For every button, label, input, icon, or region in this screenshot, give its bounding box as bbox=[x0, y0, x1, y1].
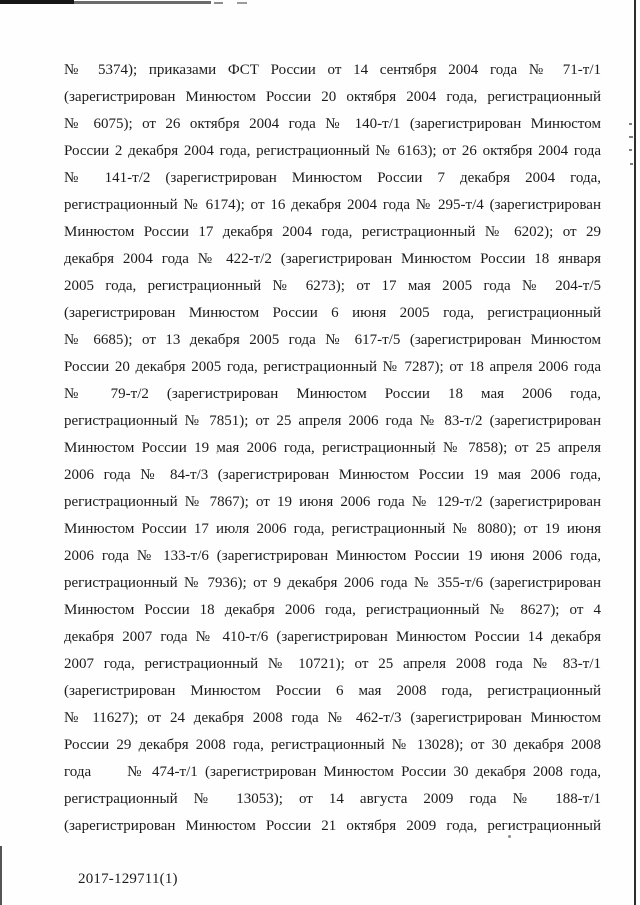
text-line: № 11627); от 24 декабря 2008 года № 462-т/3 (зарегистрирован Минюстом bbox=[64, 710, 601, 726]
text-line: регистрационный № 7851); от 25 апреля 2006 года № 83-т/2 (зарегистрирован bbox=[64, 413, 601, 429]
scan-speck bbox=[629, 123, 632, 125]
scan-artifact-top-dark bbox=[0, 0, 74, 4]
text-line: года № 474-т/1 (зарегистрирован Минюстом России 30 декабря 2008 года, bbox=[64, 764, 601, 780]
text-line: Минюстом России 18 декабря 2006 года, регистрационный № 8627); от 4 bbox=[64, 602, 601, 618]
scan-artifact-top-gray bbox=[74, 1, 211, 4]
text-line: № 79-т/2 (зарегистрирован Минюстом России 18 мая 2006 года, bbox=[64, 386, 601, 402]
text-line: (зарегистрирован Минюстом России 20 октября 2004 года, регистрационный bbox=[64, 89, 601, 105]
text-line: регистрационный № 13053); от 14 августа 2009 года № 188-т/1 bbox=[64, 791, 601, 807]
text-line: № 5374); приказами ФСТ России от 14 сентября 2004 года № 71-т/1 bbox=[64, 62, 601, 78]
text-line: России 29 декабря 2008 года, регистрационный № 13028); от 30 декабря 2008 bbox=[64, 737, 601, 753]
document-paragraph bbox=[64, 57, 601, 840]
text-line: 2007 года, регистрационный № 10721); от 25 апреля 2008 года № 83-т/1 bbox=[64, 656, 601, 672]
scan-artifact-top-dash bbox=[214, 2, 223, 4]
text-line: Минюстом России 17 декабря 2004 года, регистрационный № 6202); от 29 bbox=[64, 224, 601, 240]
text-line: 2005 года, регистрационный № 6273); от 17 мая 2005 года № 204-т/5 bbox=[64, 278, 601, 294]
page-edge-line-right bbox=[634, 0, 636, 905]
text-line: Минюстом России 17 июля 2006 года, регистрационный № 8080); от 19 июня bbox=[64, 521, 601, 537]
text-line: регистрационный № 7867); от 19 июня 2006 года № 129-т/2 (зарегистрирован bbox=[64, 494, 601, 510]
scan-speck bbox=[629, 136, 633, 138]
text-line: декабря 2007 года № 410-т/6 (зарегистрирован Минюстом России 14 декабря bbox=[64, 629, 601, 645]
text-line: 2006 года № 133-т/6 (зарегистрирован Минюстом России 19 июня 2006 года, bbox=[64, 548, 601, 564]
text-line: регистрационный № 6174); от 16 декабря 2004 года № 295-т/4 (зарегистрирован bbox=[64, 197, 601, 213]
text-line: Минюстом России 19 мая 2006 года, регистрационный № 7858); от 25 апреля bbox=[64, 440, 601, 456]
text-line: регистрационный № 7936); от 9 декабря 2006 года № 355-т/6 (зарегистрирован bbox=[64, 575, 601, 591]
text-line: 2006 года № 84-т/3 (зарегистрирован Минюстом России 19 мая 2006 года, bbox=[64, 467, 601, 483]
text-line: (зарегистрирован Минюстом России 21 октября 2009 года, регистрационный bbox=[64, 818, 601, 834]
scan-artifact-top-dash bbox=[237, 2, 247, 4]
scan-speck bbox=[630, 163, 633, 165]
text-line: декабря 2004 года № 422-т/2 (зарегистрирован Минюстом России 18 января bbox=[64, 251, 601, 267]
text-line: России 2 декабря 2004 года, регистрационный № 6163); от 26 октября 2004 года bbox=[64, 143, 601, 159]
text-line: (зарегистрирован Минюстом России 6 мая 2008 года, регистрационный bbox=[64, 683, 601, 699]
scan-speck bbox=[629, 149, 632, 151]
text-line: России 20 декабря 2005 года, регистрационный № 7287); от 18 апреля 2006 года bbox=[64, 359, 601, 375]
text-line: № 141-т/2 (зарегистрирован Минюстом России 7 декабря 2004 года, bbox=[64, 170, 601, 186]
text-line: (зарегистрирован Минюстом России 6 июня 2005 года, регистрационный bbox=[64, 305, 601, 321]
text-line: № 6685); от 13 декабря 2005 года № 617-т/5 (зарегистрирован Минюстом bbox=[64, 332, 601, 348]
page-edge-line-left bbox=[0, 846, 2, 905]
text-line: № 6075); от 26 октября 2004 года № 140-т/1 (зарегистрирован Минюстом bbox=[64, 116, 601, 132]
document-number-footer: 2017-129711(1) bbox=[78, 871, 178, 887]
